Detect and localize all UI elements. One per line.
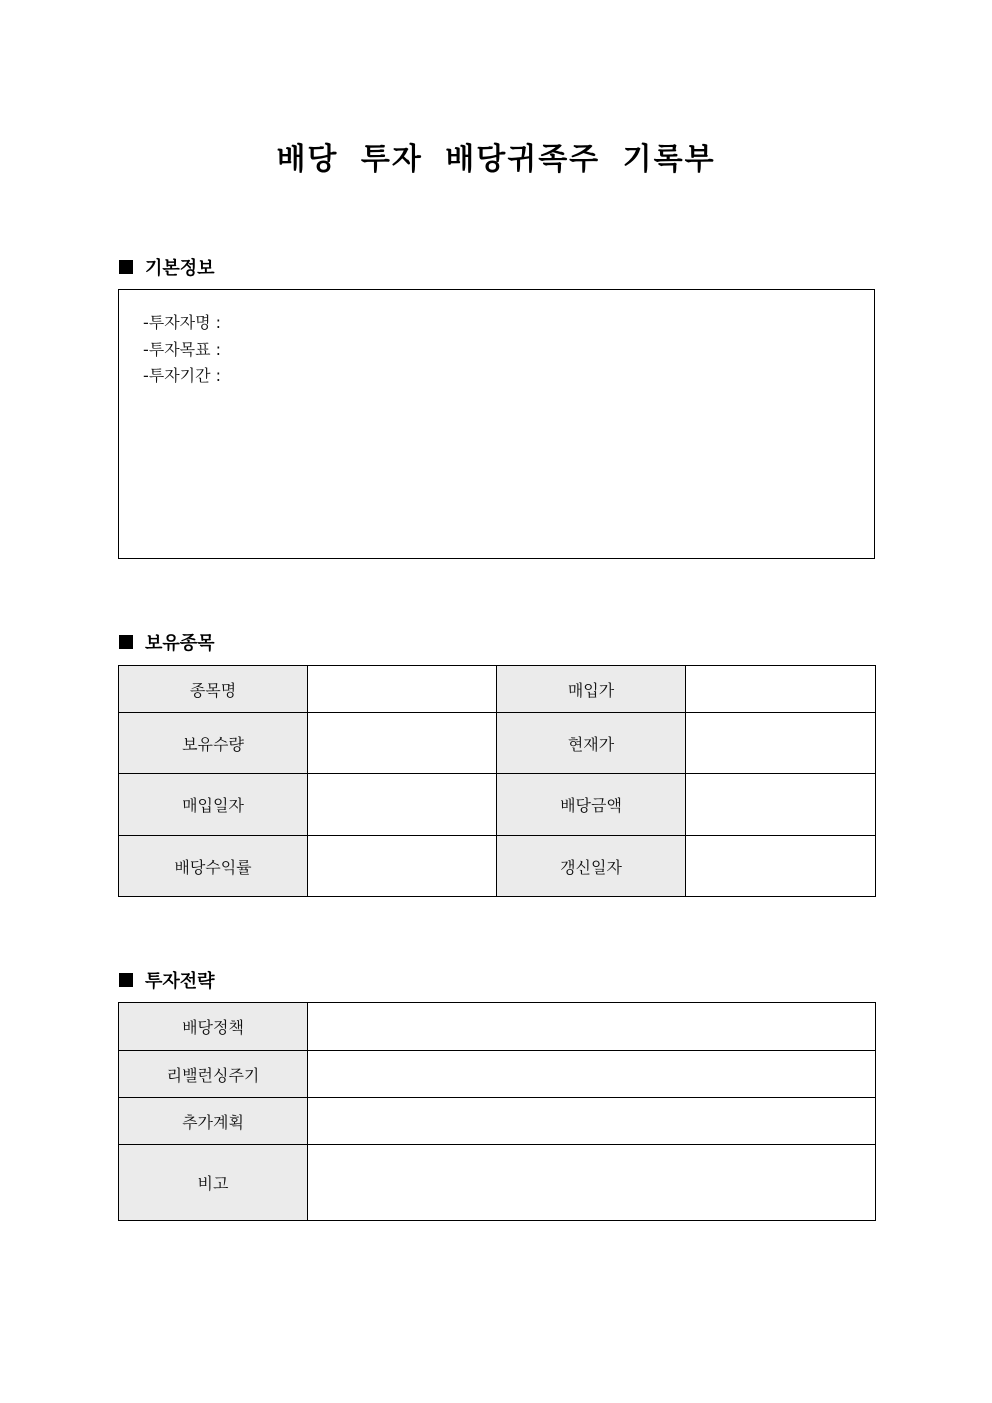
additional-plan-value[interactable] <box>308 1098 876 1145</box>
section-heading-strategy <box>119 967 215 993</box>
basic-info-box[interactable] <box>118 289 875 559</box>
investor-name-label: -투자자명 : <box>143 313 222 332</box>
quantity-value[interactable] <box>308 713 497 774</box>
section-heading-basic-info <box>119 254 215 280</box>
dividend-amount-label: 배당금액 <box>497 774 686 836</box>
purchase-price-value[interactable] <box>686 666 876 713</box>
stock-name-label: 종목명 <box>119 666 308 713</box>
table-row <box>119 713 876 774</box>
table-row <box>119 666 876 713</box>
strategy-table <box>118 1002 876 1221</box>
section-heading-label: 보유종목 <box>145 633 215 654</box>
stock-name-value[interactable] <box>308 666 497 713</box>
section-heading-holdings <box>119 629 215 655</box>
quantity-label: 보유수량 <box>119 713 308 774</box>
remarks-value[interactable] <box>308 1145 876 1221</box>
square-bullet-icon <box>119 973 133 987</box>
square-bullet-icon <box>119 635 133 649</box>
investor-name-field[interactable] <box>143 310 221 337</box>
purchase-date-value[interactable] <box>308 774 497 836</box>
investment-period-label: -투자기간 : <box>143 366 222 385</box>
dividend-yield-label: 배당수익률 <box>119 836 308 897</box>
rebalancing-cycle-value[interactable] <box>308 1051 876 1098</box>
table-row <box>119 1003 876 1051</box>
dividend-policy-value[interactable] <box>308 1003 876 1051</box>
table-row <box>119 774 876 836</box>
dividend-amount-value[interactable] <box>686 774 876 836</box>
dividend-yield-value[interactable] <box>308 836 497 897</box>
additional-plan-label: 추가계획 <box>119 1098 308 1145</box>
table-row <box>119 836 876 897</box>
investment-goal-field[interactable] <box>143 337 221 364</box>
purchase-price-label: 매입가 <box>497 666 686 713</box>
table-row <box>119 1145 876 1221</box>
basic-info-fields <box>143 310 221 390</box>
table-row <box>119 1098 876 1145</box>
document-title: 배당 투자 배당귀족주 기록부 <box>276 142 716 177</box>
investment-period-field[interactable] <box>143 363 221 390</box>
current-price-value[interactable] <box>686 713 876 774</box>
table-row <box>119 1051 876 1098</box>
square-bullet-icon <box>119 260 133 274</box>
update-date-value[interactable] <box>686 836 876 897</box>
section-heading-label: 기본정보 <box>145 258 215 279</box>
rebalancing-cycle-label: 리밸런싱주기 <box>119 1051 308 1098</box>
purchase-date-label: 매입일자 <box>119 774 308 836</box>
current-price-label: 현재가 <box>497 713 686 774</box>
section-heading-label: 투자전략 <box>145 971 215 992</box>
investment-goal-label: -투자목표 : <box>143 339 222 359</box>
dividend-policy-label: 배당정책 <box>119 1003 308 1051</box>
holdings-table <box>118 665 876 897</box>
remarks-label: 비고 <box>119 1145 308 1221</box>
update-date-label: 갱신일자 <box>497 836 686 897</box>
